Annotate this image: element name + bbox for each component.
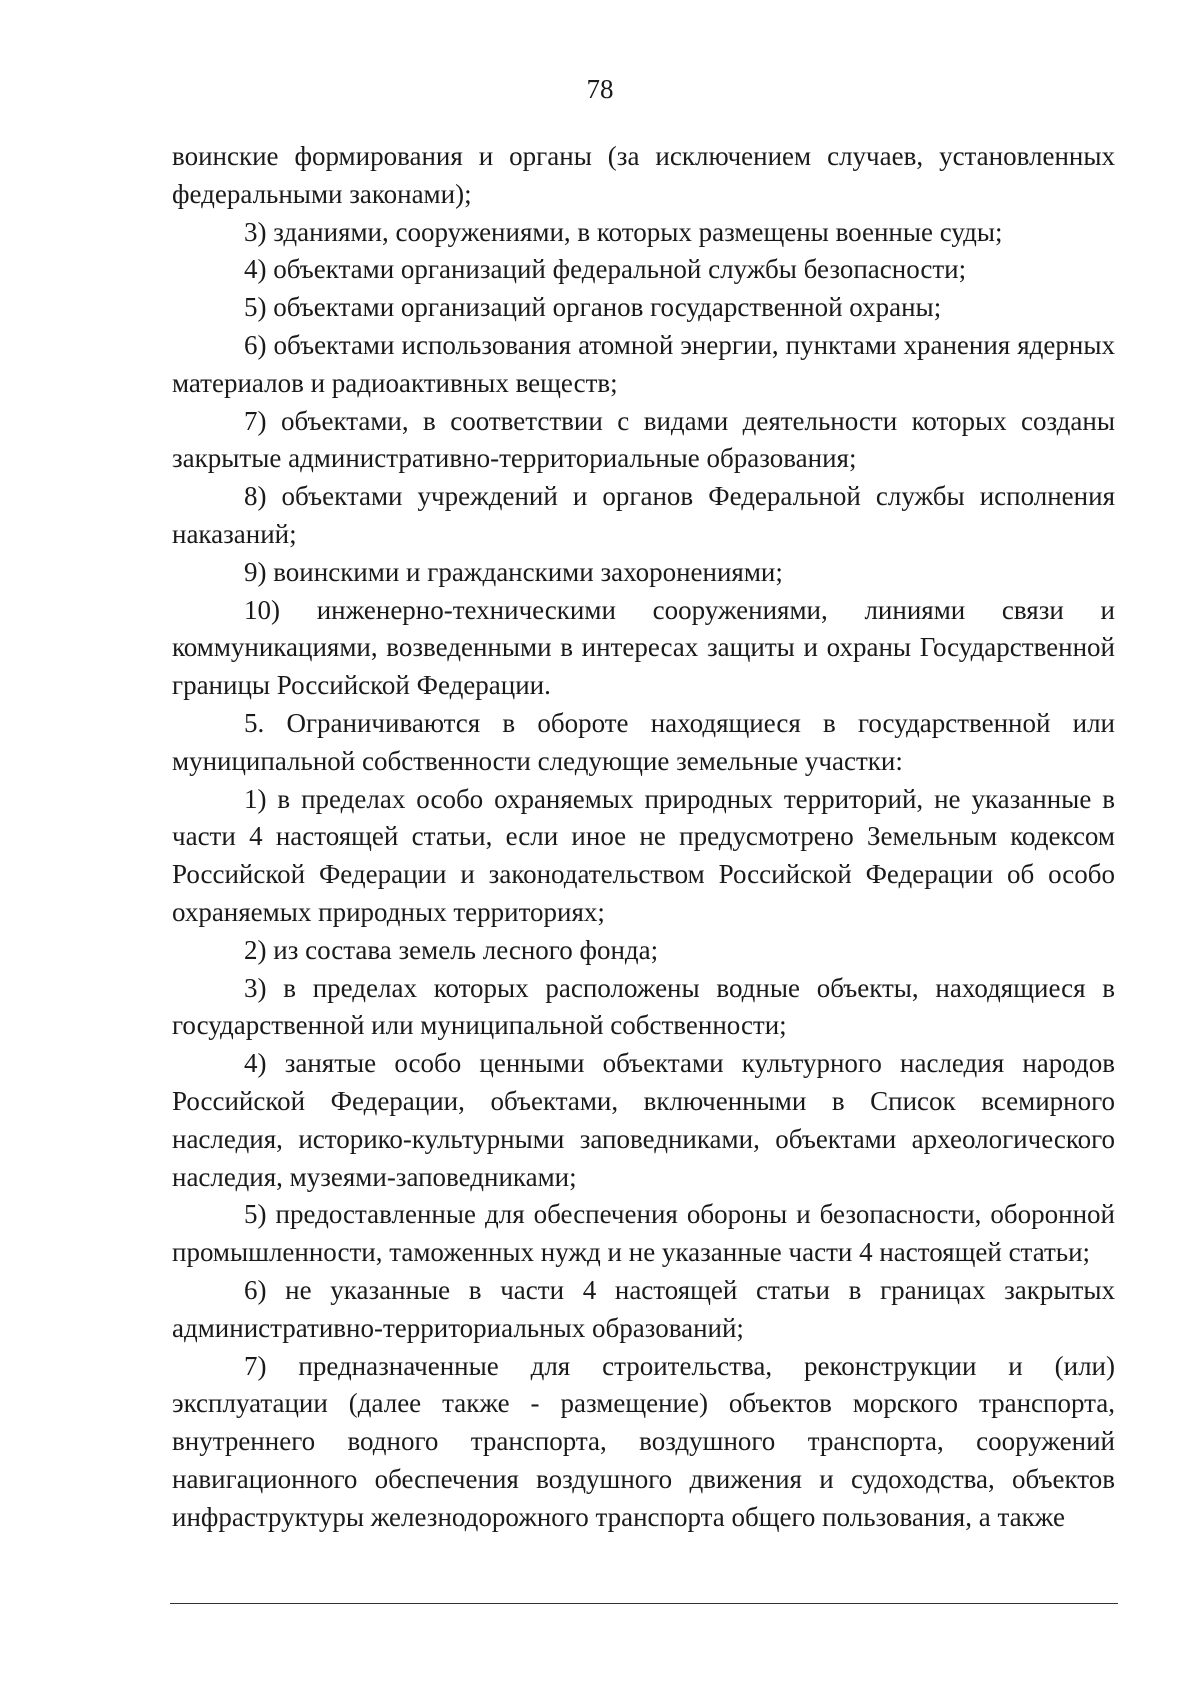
section-5-heading: 5. Ограничиваются в обороте находящиеся в государственной или муниципальной собственности следующие земельные участки:	[172, 707, 1115, 776]
section-5-item-2: 2) из состава земель лесного фонда;	[244, 934, 659, 965]
list-item-6: 6) объектами использования атомной энергии, пунктами хранения ядерных материалов и радиоактивных веществ;	[172, 329, 1115, 398]
list-item-9: 9) воинскими и гражданскими захоронениями;	[244, 556, 783, 587]
paragraph-continuation: воинские формирования и органы (за исключением случаев, установленных федеральными законами);	[172, 141, 1115, 209]
list-item-4: 4) объектами организаций федеральной службы безопасности;	[244, 254, 967, 285]
section-5-item-3: 3) в пределах которых расположены водные объекты, находящиеся в государственной или муниципальной собственности;	[172, 972, 1115, 1041]
list-item-8: 8) объектами учреждений и органов Федеральной службы исполнения наказаний;	[172, 481, 1115, 549]
document-body	[172, 138, 1115, 1536]
list-item-10: 10) инженерно-техническими сооружениями, линиями связи и коммуникациями, возведенными в интересах защиты и охраны Государственной границы Российской Федерации.	[172, 594, 1115, 701]
list-item-7: 7) объектами, в соответствии с видами деятельности которых созданы закрытые административно-территориальные образования;	[172, 405, 1115, 474]
list-item-5: 5) объектами организаций органов государственной охраны;	[244, 292, 942, 323]
section-5-item-7: 7) предназначенные для строительства, реконструкции и (или) эксплуатации (далее также - размещение) объектов морского транспорта, внутреннего водного транспорта, воздушного транспорта, сооружений навигационного обеспечения воздушного движения и судоходства, объектов инфраструктуры железнодорожного транспорта общего пользования, а также	[172, 1350, 1115, 1532]
section-5-item-6: 6) не указанные в части 4 настоящей статьи в границах закрытых административно-территориальных образований;	[172, 1274, 1115, 1343]
section-5-item-4: 4) занятые особо ценными объектами культурного наследия народов Российской Федерации, объектами, включенными в Список всемирного наследия, историко-культурными заповедниками, объектами археологического наследия, музеями-заповедниками;	[172, 1048, 1115, 1192]
page-number: 78	[586, 74, 614, 104]
footer-divider	[170, 1603, 1118, 1604]
section-5-item-1: 1) в пределах особо охраняемых природных территорий, не указанные в части 4 настоящей статьи, если иное не предусмотрено Земельным кодексом Российской Федерации и законодательством Российской Федерации об особо охраняемых природных территориях;	[172, 783, 1115, 927]
section-5-item-5: 5) предоставленные для обеспечения обороны и безопасности, оборонной промышленности, таможенных нужд и не указанные части 4 настоящей статьи;	[172, 1199, 1115, 1268]
list-item-3: 3) зданиями, сооружениями, в которых размещены военные суды;	[244, 216, 1003, 247]
